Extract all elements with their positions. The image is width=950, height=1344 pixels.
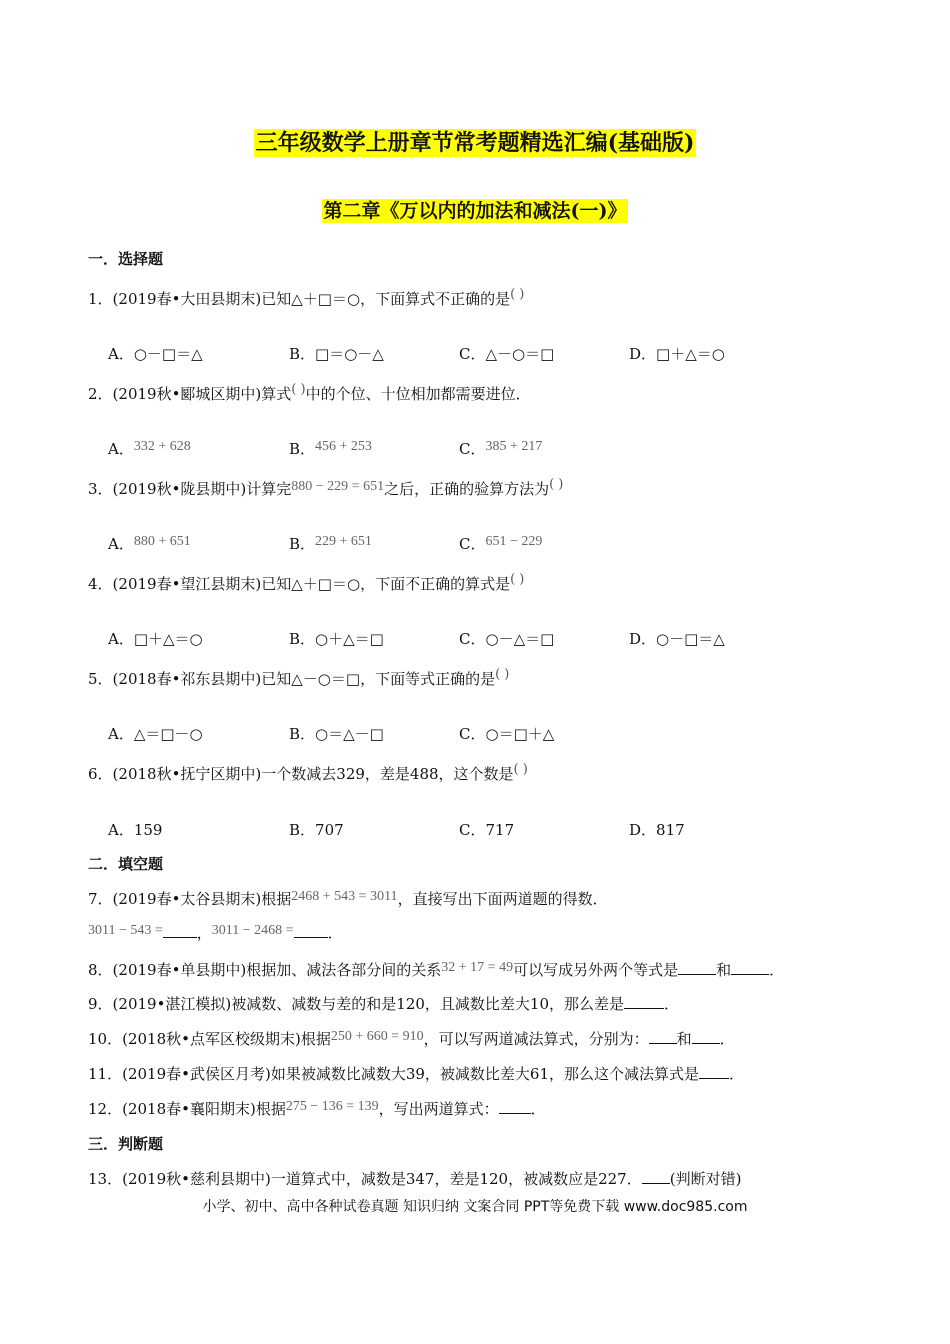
- question-11: 11．(2019春•武侯区月考)如果被减数比减数大39，被减数比差大61，那么这个减法算式是 ．: [88, 1065, 745, 1083]
- question-10: 10．(2018秋•点军区校级期末)根据250 + 660 = 910，可以写两道减法算式，分别为： 和 ．: [88, 1029, 735, 1048]
- q2-option-b: B．456 + 253: [289, 439, 372, 458]
- q2-option-a: A．332 + 628: [108, 439, 191, 458]
- question-9: 9．(2019•湛江模拟)被减数、减数与差的和是120，且减数比差大10，那么差是 ．: [88, 995, 680, 1013]
- q6-option-b: B．707: [289, 821, 344, 839]
- question-12: 12．(2018春•襄阳期末)根据275 − 136 = 139，写出两道算式： ．: [88, 1099, 546, 1118]
- question-6: 6．(2018秋•抚宁区期中)一个数减去329，差是488，这个数是( ): [88, 762, 528, 783]
- page-footer: 小学、初中、高中各种试卷真题 知识归纳 文案合同 PPT等免费下载 www.doc985.com: [202, 1199, 748, 1215]
- page-title: 三年级数学上册章节常考题精选汇编(基础版): [255, 130, 695, 156]
- answer-blank: [692, 1029, 720, 1044]
- q2-option-c: C．385 + 217: [459, 439, 543, 458]
- question-1: 1．(2019春•大田县期末)已知△＋□＝○，下面算式不正确的是( ): [88, 287, 525, 308]
- q5-option-a: A．△＝□－○: [108, 725, 203, 743]
- q3-option-a: A．880 + 651: [108, 534, 191, 553]
- question-5: 5．(2018春•祁东县期中)已知△－○＝□，下面等式正确的是( ): [88, 667, 510, 688]
- q1-option-a: A．○－□＝△: [108, 345, 203, 363]
- q1-option-d: D．□＋△＝○: [629, 345, 725, 363]
- question-13: 13．(2019秋•慈利县期中)一道算式中，减数是347，差是120，被减数应是227． (判断对错): [88, 1170, 742, 1188]
- q4-option-c: C．○－△＝□: [459, 630, 555, 648]
- q1-option-c: C．△－○＝□: [459, 345, 555, 363]
- answer-blank: [624, 994, 664, 1009]
- answer-blank: [649, 1029, 677, 1044]
- answer-blank: [699, 1064, 729, 1079]
- question-7: 7．(2019春•太谷县期末)根据2468 + 543 = 3011，直接写出下面两道题的得数．: [88, 889, 608, 908]
- answer-blank: [642, 1169, 670, 1184]
- q1-option-b: B．□＝○－△: [289, 345, 384, 363]
- q3-option-c: C．651 − 229: [459, 534, 543, 553]
- q4-option-a: A．□＋△＝○: [108, 630, 203, 648]
- question-8: 8．(2019春•单县期中)根据加、减法各部分间的关系32 + 17 = 49可以写成另外两个等式是 和 ．: [88, 960, 785, 979]
- answer-blank: [499, 1099, 531, 1114]
- q6-option-c: C．717: [459, 821, 515, 839]
- section-heading-choice: 一．选择题: [88, 250, 164, 268]
- answer-blank: [294, 923, 328, 938]
- answer-blank: [731, 960, 769, 975]
- q5-option-c: C．○＝□＋△: [459, 725, 555, 743]
- question-7-blanks: 3011 − 543 = ，3011 − 2468 = ．: [88, 923, 343, 942]
- question-4: 4．(2019春•望江县期末)已知△＋□＝○，下面不正确的算式是( ): [88, 572, 525, 593]
- q4-option-b: B．○＋△＝□: [289, 630, 384, 648]
- question-2: 2．(2019秋•郾城区期中)算式( )中的个位、十位相加都需要进位．: [88, 382, 531, 403]
- q6-option-a: A．159: [108, 821, 163, 839]
- section-heading-fill: 二．填空题: [88, 855, 164, 873]
- answer-blank: [678, 960, 716, 975]
- q3-option-b: B．229 + 651: [289, 534, 372, 553]
- q5-option-b: B．○＝△－□: [289, 725, 384, 743]
- page-subtitle: 第二章《万以内的加法和减法(一)》: [323, 200, 627, 222]
- section-heading-judge: 三．判断题: [88, 1135, 164, 1153]
- question-3: 3．(2019秋•陇县期中)计算完880 − 229 = 651之后，正确的验算方法为( ): [88, 477, 564, 498]
- q6-option-d: D．817: [629, 821, 685, 839]
- answer-blank: [163, 923, 197, 938]
- q4-option-d: D．○－□＝△: [629, 630, 725, 648]
